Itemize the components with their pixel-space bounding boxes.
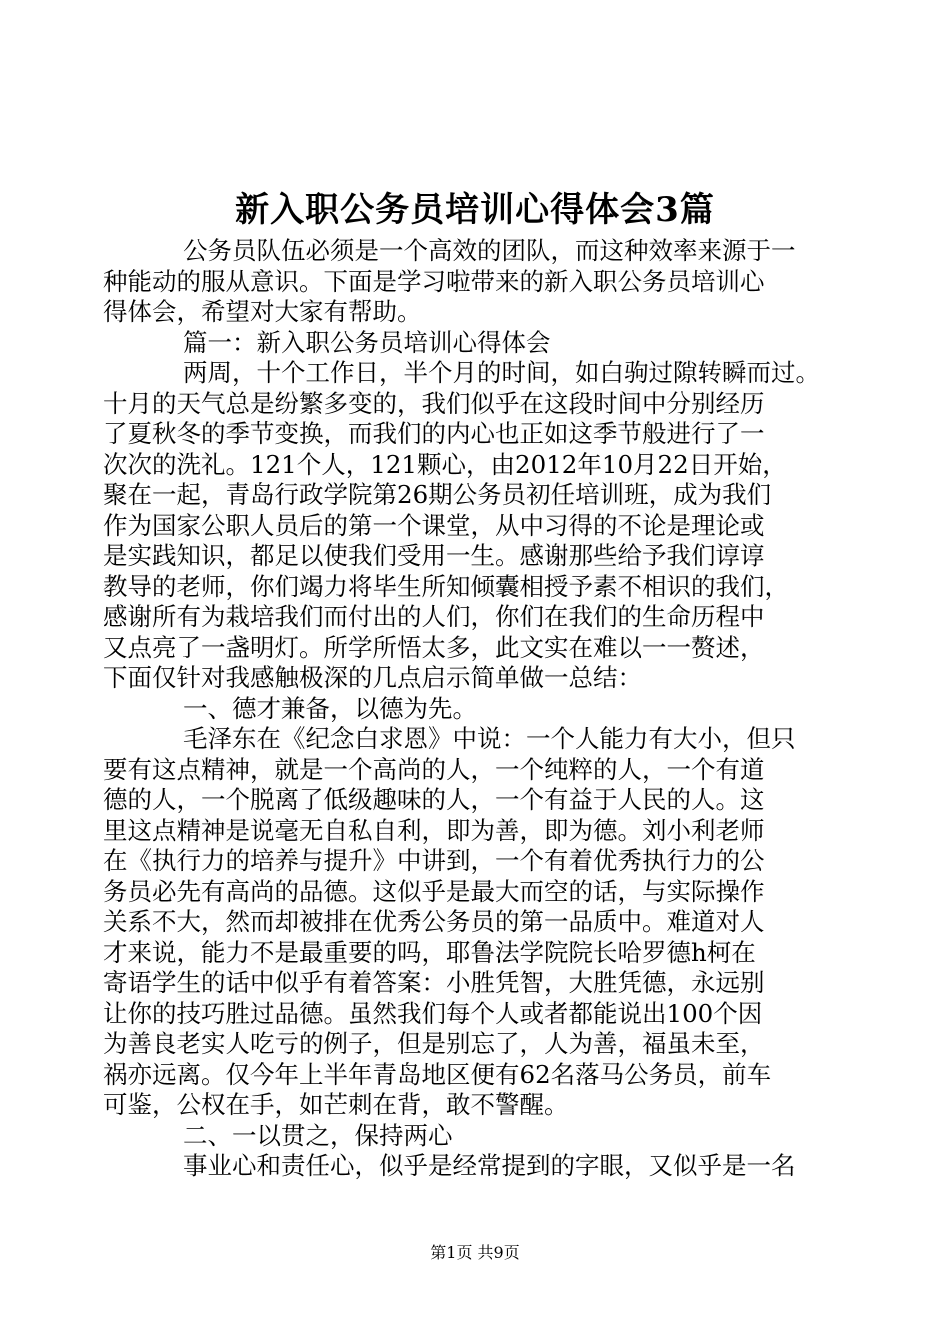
paragraph-line: 种能动的服从意识。下面是学习啦带来的新入职公务员培训心 (103, 266, 765, 296)
paragraph-line: 祸亦远离。仅今年上半年青岛地区便有62名落马公务员，前车 (103, 1059, 772, 1089)
paragraph-line: 又点亮了一盏明灯。所学所悟太多，此文实在难以一一赘述， (103, 632, 765, 662)
paragraph-line: 寄语学生的话中似乎有着答案：小胜凭智，大胜凭德，永远别 (103, 968, 765, 997)
paragraph-line: 让你的技巧胜过品德。虽然我们每个人或者都能说出100个因 (103, 998, 763, 1028)
document-body (103, 236, 855, 1182)
paragraph-line: 感谢所有为栽培我们而付出的人们，你们在我们的生命历程中 (103, 602, 765, 631)
paragraph-line: 是实践知识，都足以使我们受用一生。感谢那些给予我们谆谆 (103, 541, 765, 570)
paragraph-line: 聚在一起，青岛行政学院第26期公务员初任培训班，成为我们 (103, 480, 772, 509)
paragraph-line: 可鉴，公权在手，如芒刺在背，敢不警醒。 (103, 1090, 569, 1119)
paragraph-line: 事业心和责任心，似乎是经常提到的字眼，又似乎是一名 (183, 1151, 796, 1180)
paragraph-line: 才来说，能力不是最重要的吗，耶鲁法学院院长哈罗德h柯在 (103, 937, 756, 967)
paragraph-line: 两周，十个工作日，半个月的时间，如白驹过隙转瞬而过。 (183, 358, 820, 387)
paragraph-line: 里这点精神是说毫无自私自利，即为善，即为德。刘小利老师 (103, 815, 765, 845)
paragraph-line: 作为国家公职人员后的第一个课堂，从中习得的不论是理论或 (103, 510, 765, 540)
paragraph-line: 公务员队伍必须是一个高效的团队，而这种效率来源于一 (183, 236, 796, 265)
paragraph-line: 德的人，一个脱离了低级趣味的人，一个有益于人民的人。这 (103, 785, 765, 814)
paragraph-line: 毛泽东在《纪念白求恩》中说：一个人能力有大小，但只 (183, 724, 796, 753)
paragraph-line: 十月的天气总是纷繁多变的，我们似乎在这段时间中分别经历 (103, 388, 765, 418)
document-title: 新入职公务员培训心得体会3篇 (235, 190, 715, 230)
paragraph-line: 教导的老师，你们竭力将毕生所知倾囊相授予素不相识的我们， (103, 571, 789, 601)
paragraph-line: 篇一：新入职公务员培训心得体会 (183, 327, 551, 357)
paragraph-line: 关系不大，然而却被排在优秀公务员的第一品质中。难道对人 (103, 907, 765, 936)
paragraph-line: 得体会，希望对大家有帮助。 (103, 297, 422, 326)
paragraph-line: 下面仅针对我感触极深的几点启示简单做一总结： (103, 663, 642, 692)
paragraph-line: 二、一以贯之，保持两心 (183, 1120, 453, 1150)
paragraph-line: 次次的洗礼。121个人，121颗心，由2012年10月22日开始， (103, 449, 787, 479)
page-footer: 第1页 共9页 (430, 1243, 520, 1262)
paragraph-line: 在《执行力的培养与提升》中讲到，一个有着优秀执行力的公 (103, 846, 765, 875)
paragraph-line: 务员必先有高尚的品德。这似乎是最大而空的话，与实际操作 (103, 876, 765, 906)
paragraph-line: 了夏秋冬的季节变换，而我们的内心也正如这季节般进行了一 (103, 419, 765, 448)
paragraph-line: 为善良老实人吃亏的例子，但是别忘了，人为善，福虽未至， (103, 1029, 765, 1058)
paragraph-line: 一、德才兼备，以德为先。 (183, 693, 477, 723)
paragraph-line: 要有这点精神，就是一个高尚的人，一个纯粹的人，一个有道 (103, 754, 765, 784)
